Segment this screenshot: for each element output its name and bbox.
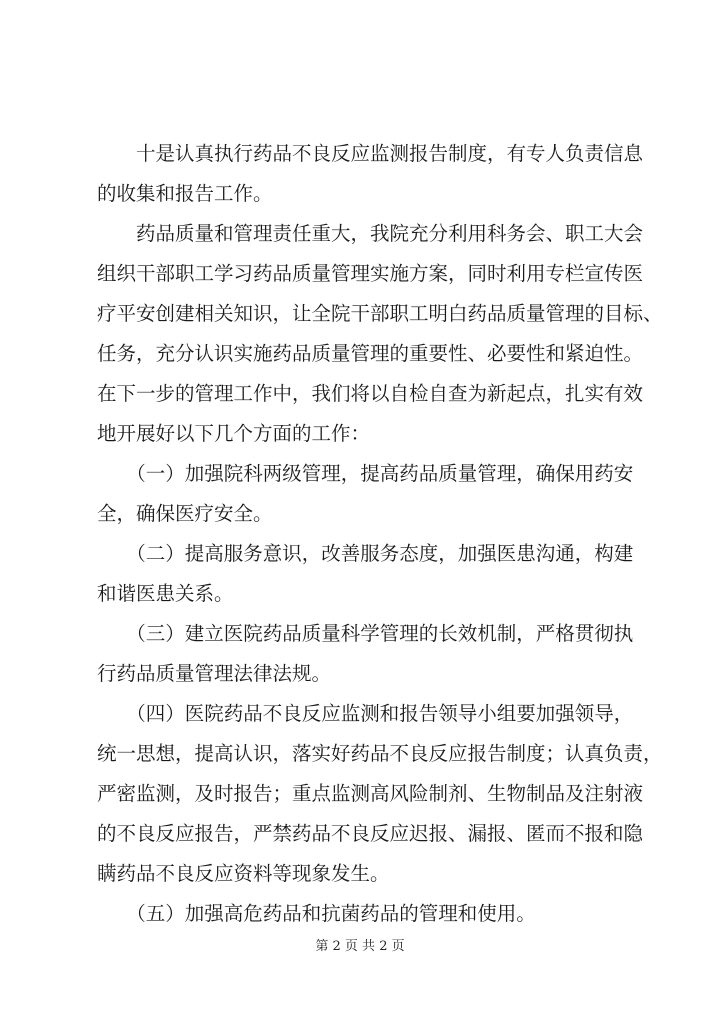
paragraph-1-line-2: 的收集和报告工作。: [97, 182, 273, 205]
paragraph-2-line-5: 在下一步的管理工作中，我们将以自检自查为新起点，扎实有效: [97, 382, 644, 405]
paragraph-1-line-1: 十是认真执行药品不良反应监测报告制度，有专人负责信息: [97, 142, 644, 165]
item-4-line-5: 瞒药品不良反应资料等现象发生。: [97, 862, 390, 885]
page-footer: 第 2 页 共 2 页: [315, 939, 405, 954]
item-4-line-3: 严密监测，及时报告；重点监测高风险制剂、生物制品及注射液: [97, 782, 644, 805]
paragraph-2-line-3: 疗平安创建相关知识，让全院干部职工明白药品质量管理的目标、: [97, 302, 663, 325]
item-4-line-4: 的不良反应报告，严禁药品不良反应迟报、漏报、匿而不报和隐: [97, 822, 644, 845]
item-3-line-2: 行药品质量管理法律法规。: [97, 662, 332, 685]
item-1-line-1: （一）加强院科两级管理，提高药品质量管理，确保用药安: [97, 462, 634, 485]
item-1-line-2: 全，确保医疗安全。: [97, 502, 273, 525]
item-2-line-1: （二）提高服务意识，改善服务态度，加强医患沟通，构建: [97, 542, 634, 565]
paragraph-2-line-2: 组织干部职工学习药品质量管理实施方案，同时利用专栏宣传医: [97, 262, 644, 285]
paragraph-2-line-6: 地开展好以下几个方面的工作：: [97, 422, 371, 445]
item-2-line-2: 和谐医患关系。: [97, 582, 234, 605]
item-5-line-1: （五）加强高危药品和抗菌药品的管理和使用。: [97, 902, 536, 925]
item-3-line-1: （三）建立医院药品质量科学管理的长效机制，严格贯彻执: [97, 622, 634, 645]
item-4-line-1: （四）医院药品不良反应监测和报告领导小组要加强领导，: [97, 702, 634, 725]
paragraph-2-line-1: 药品质量和管理责任重大，我院充分利用科务会、职工大会: [97, 222, 644, 245]
paragraph-2-line-4: 任务，充分认识实施药品质量管理的重要性、必要性和紧迫性。: [97, 342, 644, 365]
item-4-line-2: 统一思想，提高认识，落实好药品不良反应报告制度；认真负责，: [97, 742, 663, 765]
